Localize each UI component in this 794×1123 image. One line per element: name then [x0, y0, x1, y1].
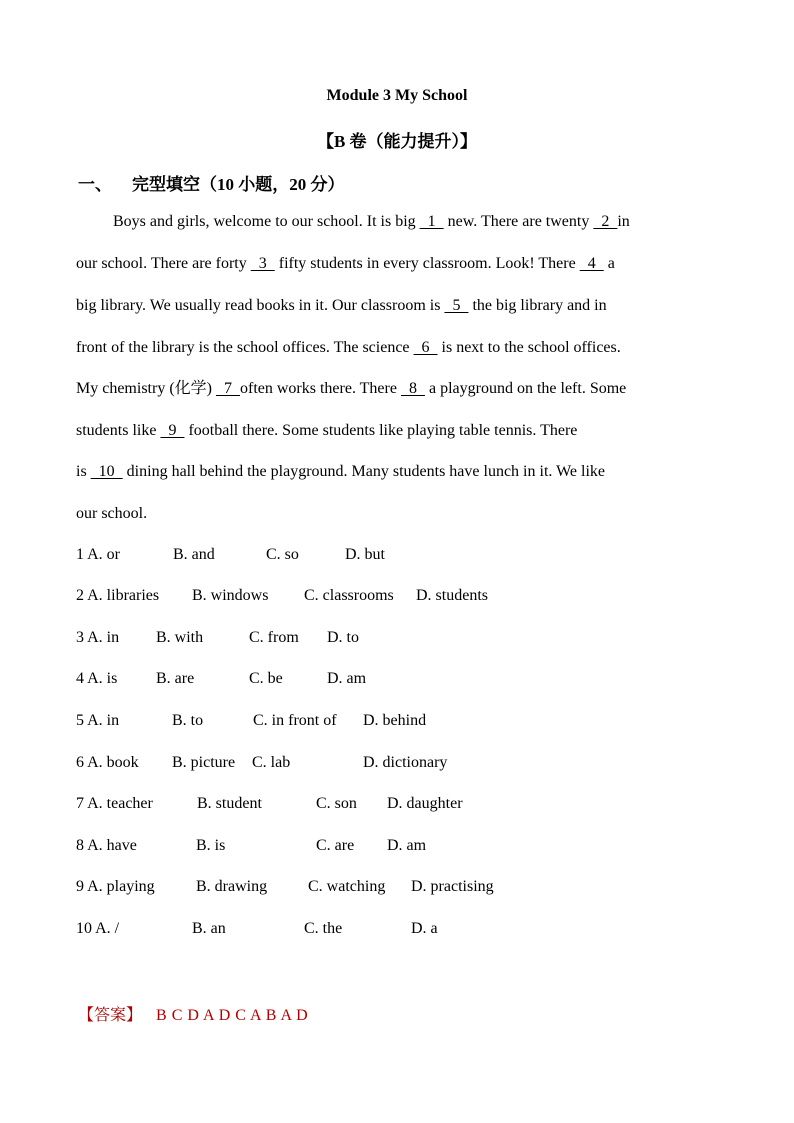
option-c: C. watching [308, 878, 386, 895]
passage-text: is [76, 463, 91, 480]
option-b: B. an [192, 920, 226, 937]
option-c: C. be [249, 670, 283, 687]
passage-text: fifty students in every classroom. Look! There [274, 255, 580, 272]
passage-text: our school. There are forty [76, 255, 251, 272]
option-c: C. are [316, 837, 355, 854]
blank: 6 [413, 339, 438, 356]
blank: 2 [593, 213, 618, 230]
passage-text: big library. We usually read books in it. Our classroom is [76, 297, 445, 314]
option-c: C. from [249, 629, 299, 646]
passage-line [76, 462, 605, 482]
section-label: 完型填空（10 小题，20 分） [132, 175, 345, 194]
passage-text: dining hall behind the playground. Many students have lunch in it. We like [122, 463, 606, 480]
option-b: B. picture [172, 754, 236, 771]
option-c: C. classrooms [304, 587, 394, 604]
blank: 1 [419, 213, 444, 230]
blank: 9 [160, 422, 185, 439]
passage-line [76, 212, 630, 232]
option-d: D. students [416, 587, 488, 604]
option-a: 5 A. in [76, 712, 120, 729]
passage-text: the big library and in [468, 297, 607, 314]
passage-line [76, 254, 615, 274]
passage-text: new. There are twenty [443, 213, 594, 230]
blank: 10 [90, 463, 123, 480]
passage-text: front of the library is the school offices. The science [76, 339, 414, 356]
option-a: 3 A. in [76, 629, 120, 646]
option-b: B. drawing [196, 878, 268, 895]
passage-line [76, 296, 607, 316]
option-b: B. are [156, 670, 195, 687]
option-c: C. so [266, 546, 299, 563]
option-a: 8 A. have [76, 837, 137, 854]
option-b: B. to [172, 712, 204, 729]
option-d: D. am [387, 837, 427, 854]
option-c: C. son [316, 795, 357, 812]
passage-text: a [603, 255, 615, 272]
option-d: D. to [327, 629, 359, 646]
option-a: 10 A. / [76, 920, 120, 937]
answer-label: 【答案】 [78, 1007, 143, 1024]
option-a: 1 A. or [76, 546, 120, 563]
blank: 3 [250, 255, 275, 272]
option-a: 6 A. book [76, 754, 139, 771]
passage-text: in [617, 213, 630, 230]
option-a: 7 A. teacher [76, 795, 153, 812]
passage-text: our school. [76, 505, 148, 522]
blank: 8 [400, 380, 425, 397]
answer-value: B C D A D C A B A D [156, 1007, 309, 1024]
page-title: Module 3 My School [326, 87, 468, 104]
option-d: D. behind [363, 712, 427, 729]
option-c: C. the [304, 920, 343, 937]
option-c: C. in front of [253, 712, 337, 729]
passage-text: football there. Some students like playing table tennis. There [184, 422, 578, 439]
passage-line [76, 338, 621, 358]
option-b: B. with [156, 629, 204, 646]
passage-text: students like [76, 422, 161, 439]
passage-text: Boys and girls, welcome to our school. It is big [113, 213, 420, 230]
option-d: D. practising [411, 878, 494, 895]
section-number: 一、 [78, 175, 112, 194]
option-b: B. student [197, 795, 262, 812]
blank: 7 [215, 380, 240, 397]
option-d: D. daughter [387, 795, 463, 812]
passage-text: a playground on the left. Some [424, 380, 627, 397]
page-subtitle: 【B 卷（能力提升）】 [316, 132, 478, 151]
option-b: B. windows [192, 587, 269, 604]
option-d: D. dictionary [363, 754, 448, 771]
passage-text: My chemistry (化学) [76, 380, 216, 397]
passage-line [76, 421, 577, 441]
option-a: 2 A. libraries [76, 587, 160, 604]
option-b: B. and [173, 546, 215, 563]
option-c: C. lab [252, 754, 291, 771]
option-d: D. a [411, 920, 438, 937]
option-a: 9 A. playing [76, 878, 155, 895]
passage-line [76, 379, 626, 399]
section-heading [78, 170, 345, 195]
option-d: D. am [327, 670, 367, 687]
passage-text: is next to the school offices. [437, 339, 621, 356]
passage-line [76, 504, 147, 524]
option-d: D. but [345, 546, 385, 563]
answer-line [78, 1002, 308, 1025]
blank: 4 [579, 255, 604, 272]
blank: 5 [444, 297, 469, 314]
option-a: 4 A. is [76, 670, 118, 687]
passage-text: often works there. There [239, 380, 401, 397]
option-b: B. is [196, 837, 226, 854]
